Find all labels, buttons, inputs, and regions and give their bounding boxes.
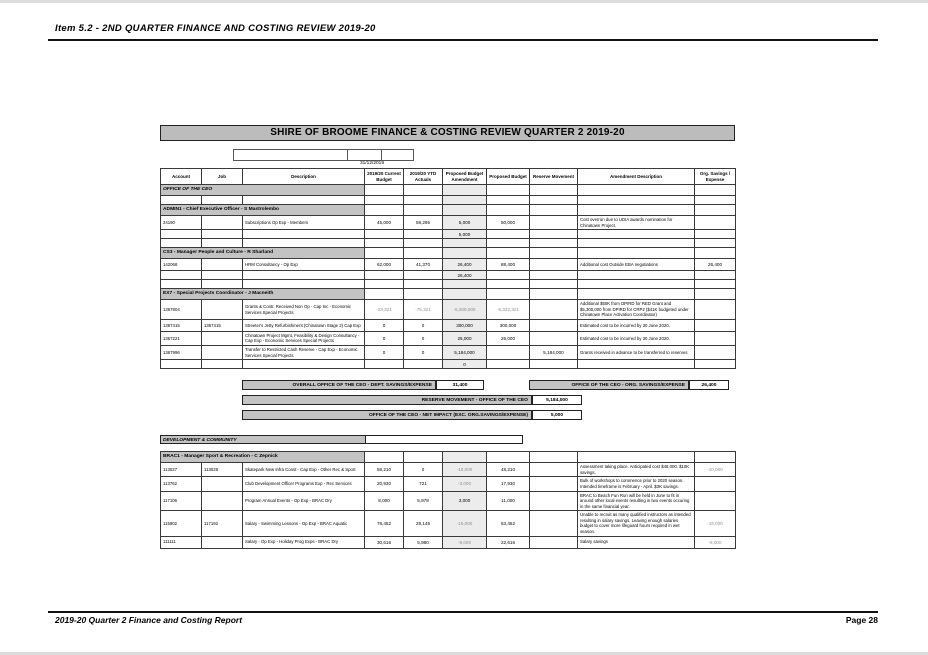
table-cell: 300,000	[443, 319, 487, 331]
table-cell	[530, 463, 578, 477]
table-cell: 113762	[161, 477, 202, 491]
table-cell	[530, 239, 578, 248]
table-cell	[578, 289, 695, 300]
table-cell: 5,978	[404, 491, 443, 511]
reserve-movement-value: 5,184,000	[532, 395, 582, 405]
table-cell: 45,000	[365, 216, 404, 230]
table-cell: 1367415	[202, 319, 243, 331]
table-cell: 721	[404, 477, 443, 491]
table-cell	[530, 477, 578, 491]
table-cell	[530, 248, 578, 259]
footer-rule	[48, 611, 878, 613]
table-cell	[404, 239, 443, 248]
table-cell: Salary savings	[578, 536, 695, 548]
table-cell	[202, 300, 243, 320]
table-cell: Cost overrun due to UDIA awards nomination for Chinatown Project.	[578, 216, 695, 230]
table-cell: 5,000	[443, 230, 487, 239]
report-title-banner: SHIRE OF BROOME FINANCE & COSTING REVIEW QUARTER 2 2019-20	[160, 125, 735, 141]
table-cell: 88,400	[487, 259, 530, 271]
column-header: 2019/20 Current Budget	[365, 169, 404, 185]
section-row	[161, 452, 736, 463]
net-impact-label: OFFICE OF THE CEO - NET IMPACT (EXC. ORG.SAVINGS/EXPENSE)	[242, 410, 532, 420]
office-of-the-ceo-table	[160, 168, 736, 369]
date-box-row	[233, 149, 735, 161]
table-cell: Assessment taking place. Anticipated cost $48,000. $10K savings.	[578, 463, 695, 477]
table-cell	[695, 452, 736, 463]
table-cell	[443, 239, 487, 248]
subtotal-row	[161, 360, 736, 369]
column-header: Job	[202, 169, 243, 185]
table-cell	[404, 452, 443, 463]
table-cell	[487, 205, 530, 216]
footer-report-name: 2019-20 Quarter 2 Finance and Costing Report	[55, 615, 243, 625]
table-cell: -15,000	[695, 511, 736, 536]
column-header: Org. Savings / Expense	[695, 169, 736, 185]
data-row	[161, 319, 736, 331]
table-cell: Bulk of workshops to commence prior to 2020 season. Intended timeframe is February - April. $3K savings.	[578, 477, 695, 491]
table-cell	[443, 280, 487, 289]
blank-row	[161, 280, 736, 289]
table-header	[161, 169, 736, 185]
table-cell	[487, 239, 530, 248]
table-cell: 59,295	[404, 216, 443, 230]
table-header-row	[161, 169, 736, 185]
table-cell: 3,000	[443, 491, 487, 511]
table-cell	[202, 259, 243, 271]
table-cell	[530, 511, 578, 536]
table-cell: 142068	[161, 259, 202, 271]
table-cell	[695, 230, 736, 239]
table-cell	[530, 452, 578, 463]
table-cell	[530, 280, 578, 289]
table-cell	[695, 216, 736, 230]
table-cell: 117192	[202, 511, 243, 536]
table-cell	[365, 196, 404, 205]
column-header: Description	[243, 169, 365, 185]
development-heading-extension	[366, 435, 523, 444]
section-label: EX7 - Special Projects Coordinator - J Macneith	[161, 289, 365, 300]
table-cell	[243, 360, 365, 369]
overall-dept-savings-label: OVERALL OFFICE OF THE CEO - DEPT. SAVINGS/EXPENSE	[242, 380, 436, 390]
table-cell: Club Development Officer Programs Exp - Rec Services	[243, 477, 365, 491]
table-cell	[161, 271, 202, 280]
table-cell: 113028	[202, 463, 243, 477]
section-row	[161, 248, 736, 259]
table-cell: Salary - Op Exp - Holiday Prog Exps - BRAC Dry	[243, 536, 365, 548]
dept-row	[161, 185, 736, 196]
data-row	[161, 259, 736, 271]
table-cell: 20,930	[365, 477, 404, 491]
org-savings-value: 26,400	[689, 380, 729, 390]
table-cell	[443, 289, 487, 300]
table-cell: Chinatown Project Mgmt, Feasibility & Design Consultancy - Cap Exp - Economic Services Special Projects	[243, 331, 365, 345]
table-cell	[695, 239, 736, 248]
table-cell	[530, 216, 578, 230]
table-cell	[578, 239, 695, 248]
table-cell: 50,000	[487, 216, 530, 230]
table-cell	[487, 230, 530, 239]
reserve-movement-label: RESERVE MOVEMENT - OFFICE OF THE CEO	[242, 395, 532, 405]
data-row	[161, 477, 736, 491]
table-cell: 78,452	[365, 511, 404, 536]
table-cell: 24190	[161, 216, 202, 230]
table-cell	[243, 230, 365, 239]
table-cell	[202, 230, 243, 239]
table-cell: 26,400	[443, 271, 487, 280]
table-cell: Unable to recruit as many qualified instructors as intended resulting in salary savings. Leaving enough salaries budget to cover more lifeguard hours required in wet season.	[578, 511, 695, 536]
table-cell	[404, 280, 443, 289]
table-cell	[161, 230, 202, 239]
table-cell: Estimated cost to be incurred by 30 June 2020.	[578, 331, 695, 345]
table-cell: Salary - Swimming Lessons - Op Exp - BRAC Aquatic	[243, 511, 365, 536]
net-impact-value: 5,000	[532, 410, 582, 420]
table-cell	[695, 360, 736, 369]
table-cell	[443, 185, 487, 196]
data-row	[161, 216, 736, 230]
table-cell	[530, 230, 578, 239]
table-cell: 30,616	[365, 536, 404, 548]
section-row	[161, 205, 736, 216]
table-cell	[202, 216, 243, 230]
summary-gap	[484, 380, 529, 390]
table-cell	[530, 300, 578, 320]
table-cell	[530, 536, 578, 548]
table-cell	[487, 196, 530, 205]
section-label: ADMIN1 - Chief Executive Officer - S Mastrolembo	[161, 205, 365, 216]
table-cell: 0	[404, 346, 443, 360]
table-cell	[202, 239, 243, 248]
table-cell: 25,000	[487, 331, 530, 345]
table-cell: 25,000	[443, 331, 487, 345]
table-cell	[404, 289, 443, 300]
table-cell: BRAC to Beach Fun Run will be held in June to fit in around other local events resulting in two events occuring in the same financial year.	[578, 491, 695, 511]
date-box-cell	[233, 149, 347, 161]
table-cell: 113027	[161, 463, 202, 477]
table-cell: 115902	[161, 511, 202, 536]
table-cell: -15,000	[443, 511, 487, 536]
table-cell: 63,452	[487, 511, 530, 536]
table-cell	[202, 196, 243, 205]
table-cell: -75,321	[404, 300, 443, 320]
table-cell	[695, 289, 736, 300]
table-cell	[695, 331, 736, 345]
table-cell	[530, 360, 578, 369]
date-box-cell	[347, 149, 382, 161]
table-cell	[530, 491, 578, 511]
section-row	[161, 289, 736, 300]
table-cell: 0	[365, 331, 404, 345]
table-cell: 5,184,000	[530, 346, 578, 360]
data-row	[161, 346, 736, 360]
column-header: Proposed Budget Amendment	[443, 169, 487, 185]
table-cell: Skatepark New Infra Const - Cap Exp - Other Rec & Sport	[243, 463, 365, 477]
page-edge-top	[0, 0, 928, 3]
table-cell	[487, 271, 530, 280]
table-cell: -8,000	[695, 536, 736, 548]
table-cell	[161, 280, 202, 289]
table-cell: 5,000	[443, 216, 487, 230]
overall-dept-savings-value: 31,400	[436, 380, 484, 390]
table-cell	[578, 205, 695, 216]
table-cell	[202, 346, 243, 360]
table-cell: 17,930	[487, 477, 530, 491]
table-cell	[365, 289, 404, 300]
brac1-table	[160, 451, 736, 548]
table-cell	[365, 280, 404, 289]
table-cell: 1367415	[161, 319, 202, 331]
table-cell	[443, 248, 487, 259]
table-cell	[161, 239, 202, 248]
date-box-cell	[382, 149, 414, 161]
column-header: Reserve Movement	[530, 169, 578, 185]
table-cell	[365, 205, 404, 216]
reserve-movement-summary-row	[242, 395, 735, 405]
table-cell	[404, 196, 443, 205]
table-cell	[243, 280, 365, 289]
table-cell	[530, 331, 578, 345]
table-cell	[365, 239, 404, 248]
table-cell: 5,980	[404, 536, 443, 548]
table-cell: Additional cost Outside EBA negotiations	[578, 259, 695, 271]
blank-row	[161, 196, 736, 205]
table-cell	[578, 280, 695, 289]
table-cell: -5,309,000	[443, 300, 487, 320]
table-cell	[404, 185, 443, 196]
table-cell	[365, 230, 404, 239]
table-cell: 58,210	[365, 463, 404, 477]
table-cell	[530, 196, 578, 205]
table-cell	[578, 452, 695, 463]
table-cell: -8,000	[443, 536, 487, 548]
table-cell: 5,184,000	[443, 346, 487, 360]
item-heading: Item 5.2 - 2ND QUARTER FINANCE AND COSTING REVIEW 2019-20	[55, 23, 376, 34]
section-label: BRAC1 - Manager Sport & Recreation - C Zepnick	[161, 452, 365, 463]
table-cell: 111111	[161, 536, 202, 548]
table-cell	[530, 185, 578, 196]
as-at-date: 31/12/2019	[359, 161, 384, 166]
table-cell	[404, 230, 443, 239]
data-row	[161, 331, 736, 345]
table-cell: 300,000	[487, 319, 530, 331]
column-header: Account	[161, 169, 202, 185]
table-cell	[695, 205, 736, 216]
table-cell	[161, 360, 202, 369]
report-area	[160, 125, 735, 549]
table-cell	[443, 205, 487, 216]
table-cell	[404, 248, 443, 259]
data-row	[161, 463, 736, 477]
data-row	[161, 511, 736, 536]
table-cell	[695, 300, 736, 320]
table-cell: -10,000	[443, 463, 487, 477]
subtotal-row	[161, 271, 736, 280]
column-header: 2019/20 YTD Actuals	[404, 169, 443, 185]
table-cell	[243, 196, 365, 205]
table-cell: -23,321	[365, 300, 404, 320]
table-cell: Grants & Contr. Received Non Op - Cap Inc - Economic Services Special Projects	[243, 300, 365, 320]
subtotal-row	[161, 230, 736, 239]
table-cell	[695, 346, 736, 360]
table-cell	[530, 319, 578, 331]
table-cell: -5,332,321	[487, 300, 530, 320]
table-cell: 1367221	[161, 331, 202, 345]
blank-row	[161, 239, 736, 248]
table-cell: 0	[404, 463, 443, 477]
table-cell	[578, 248, 695, 259]
table-cell	[365, 248, 404, 259]
table-cell	[202, 536, 243, 548]
table-cell: 117106	[161, 491, 202, 511]
table-cell	[487, 248, 530, 259]
table-cell: 0	[404, 319, 443, 331]
data-row	[161, 491, 736, 511]
table-cell	[530, 271, 578, 280]
table-cell	[695, 185, 736, 196]
table-cell: 48,210	[487, 463, 530, 477]
table-cell: 26,400	[443, 259, 487, 271]
table-cell	[202, 331, 243, 345]
table-cell: Program Annual Events - Op Exp - BRAC Dry	[243, 491, 365, 511]
table-cell	[202, 360, 243, 369]
table-cell: Transfer to Restricted Cash Reserve - Cap Exp - Economic Services Special Projects	[243, 346, 365, 360]
table-cell	[243, 239, 365, 248]
net-impact-summary-row	[242, 410, 735, 420]
table-cell	[695, 248, 736, 259]
table-cell: -3,000	[443, 477, 487, 491]
column-header: Amendment Description	[578, 169, 695, 185]
table-cell	[487, 185, 530, 196]
table-cell	[365, 360, 404, 369]
table-cell	[443, 452, 487, 463]
table-cell: Grants received in advance to be transferred to reserves	[578, 346, 695, 360]
development-community-heading-row	[160, 435, 735, 444]
table-cell	[695, 491, 736, 511]
table-cell: 1367996	[161, 346, 202, 360]
section-label: CS3 - Manager People and Culture - R Sharland	[161, 248, 365, 259]
table-cell	[404, 205, 443, 216]
table-cell	[443, 196, 487, 205]
table-cell	[578, 185, 695, 196]
table-cell	[578, 230, 695, 239]
table-cell: 62,000	[365, 259, 404, 271]
table-cell: Subscriptions Op Exp - Members	[243, 216, 365, 230]
table-cell	[365, 452, 404, 463]
table-cell: 1367904	[161, 300, 202, 320]
table-cell: 41,370	[404, 259, 443, 271]
table-cell: 29,145	[404, 511, 443, 536]
table-cell: 0	[443, 360, 487, 369]
table-cell: 11,000	[487, 491, 530, 511]
table-cell	[365, 185, 404, 196]
footer-page-number: Page 28	[845, 615, 878, 625]
table-cell	[243, 271, 365, 280]
table-cell	[202, 491, 243, 511]
table-cell	[202, 271, 243, 280]
table-cell	[487, 280, 530, 289]
table-cell	[695, 280, 736, 289]
data-row	[161, 300, 736, 320]
org-savings-label: OFFICE OF THE CEO - ORG. SAVINGS/EXPENSE	[529, 380, 689, 390]
table-cell	[487, 346, 530, 360]
table-cell: 22,616	[487, 536, 530, 548]
table-cell: 26,400	[695, 259, 736, 271]
table-cell	[530, 259, 578, 271]
dept-savings-summary-row	[242, 380, 735, 390]
dept-label: OFFICE OF THE CEO	[161, 185, 365, 196]
table-cell: Estimated cost to be incurred by 30 June 2020.	[578, 319, 695, 331]
table-cell	[487, 289, 530, 300]
table-cell	[578, 271, 695, 280]
table-cell	[202, 280, 243, 289]
table-cell	[487, 360, 530, 369]
table-cell	[530, 289, 578, 300]
table-cell: 0	[365, 319, 404, 331]
table-cell	[404, 271, 443, 280]
table-cell: 8,000	[365, 491, 404, 511]
table-cell	[695, 477, 736, 491]
table-cell	[530, 205, 578, 216]
development-community-heading: DEVELOPMENT & COMMUNITY	[160, 435, 366, 444]
table-cell	[578, 196, 695, 205]
header-rule	[48, 39, 878, 41]
table-cell	[404, 360, 443, 369]
table-cell	[695, 271, 736, 280]
table-cell: HRM Consultancy - Op Exp	[243, 259, 365, 271]
table-cell	[487, 452, 530, 463]
table-cell	[365, 271, 404, 280]
table-cell: 0	[404, 331, 443, 345]
table-cell: 0	[365, 346, 404, 360]
column-header: Proposed Budget	[487, 169, 530, 185]
table-cell: Additional $50K from DPIRD for RED Grant and $5,300,000 from DPIRD for CRP2 ($41K budgeted under Chinatown Place Activation Coordinator)	[578, 300, 695, 320]
table-cell	[578, 360, 695, 369]
table-cell	[161, 196, 202, 205]
table-cell	[202, 477, 243, 491]
table-cell: -10,000	[695, 463, 736, 477]
table-cell	[695, 319, 736, 331]
data-row	[161, 536, 736, 548]
table-cell	[695, 196, 736, 205]
table-cell: Streeter's Jetty Refurbishment (Chinatown Stage 2) Cap Exp	[243, 319, 365, 331]
